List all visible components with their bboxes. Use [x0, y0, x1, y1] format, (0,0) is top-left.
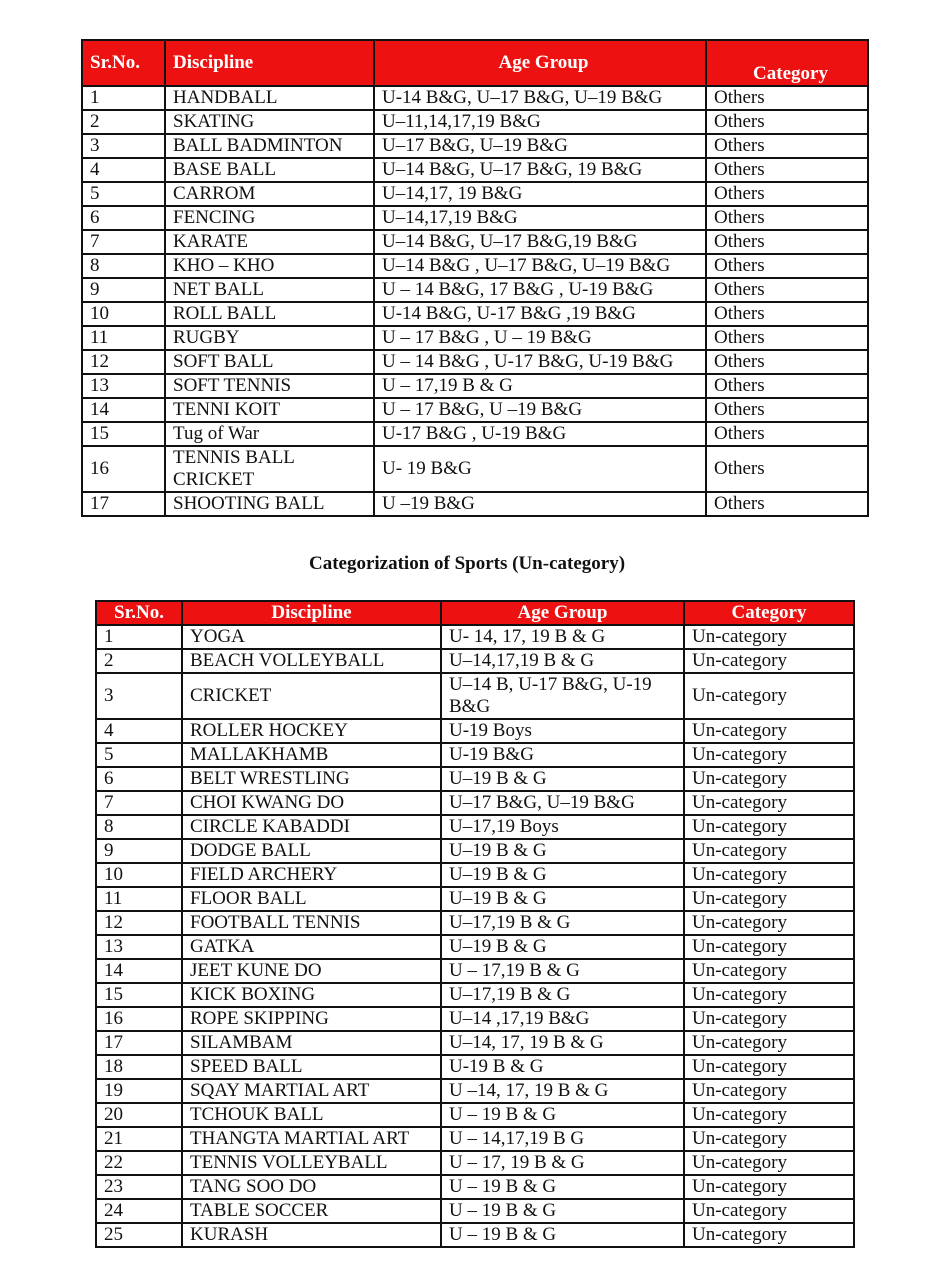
cell-category: Un-category — [684, 1007, 854, 1031]
cell-sr-no: 2 — [96, 649, 182, 673]
table-row — [82, 278, 868, 302]
table-row — [82, 110, 868, 134]
cell-sr-no: 14 — [82, 398, 165, 422]
cell-discipline: THANGTA MARTIAL ART — [182, 1127, 441, 1151]
cell-discipline: ROLL BALL — [165, 302, 374, 326]
cell-age-group: U–14 B, U-17 B&G, U-19 B&G — [441, 673, 684, 719]
cell-sr-no: 11 — [82, 326, 165, 350]
cell-discipline: ROPE SKIPPING — [182, 1007, 441, 1031]
cell-category: Others — [706, 134, 868, 158]
cell-sr-no: 22 — [96, 1151, 182, 1175]
cell-sr-no: 7 — [82, 230, 165, 254]
cell-sr-no: 8 — [82, 254, 165, 278]
cell-discipline: SHOOTING BALL — [165, 492, 374, 516]
cell-sr-no: 4 — [82, 158, 165, 182]
cell-age-group: U-14 B&G, U–17 B&G, U–19 B&G — [374, 86, 706, 110]
cell-category: Others — [706, 422, 868, 446]
cell-sr-no: 5 — [82, 182, 165, 206]
cell-age-group: U–14 ,17,19 B&G — [441, 1007, 684, 1031]
cell-discipline: Tug of War — [165, 422, 374, 446]
cell-sr-no: 21 — [96, 1127, 182, 1151]
cell-age-group: U–14,17,19 B&G — [374, 206, 706, 230]
cell-category: Others — [706, 158, 868, 182]
table-row — [96, 839, 854, 863]
cell-sr-no: 12 — [82, 350, 165, 374]
cell-category: Un-category — [684, 1031, 854, 1055]
cell-discipline: MALLAKHAMB — [182, 743, 441, 767]
cell-sr-no: 7 — [96, 791, 182, 815]
cell-category: Others — [706, 86, 868, 110]
cell-sr-no: 10 — [82, 302, 165, 326]
cell-category: Others — [706, 446, 868, 492]
header-age-group: Age Group — [441, 601, 684, 625]
table-row — [96, 719, 854, 743]
cell-category: Un-category — [684, 1079, 854, 1103]
cell-age-group: U – 17,19 B & G — [441, 959, 684, 983]
cell-discipline: SPEED BALL — [182, 1055, 441, 1079]
table-row — [96, 673, 854, 719]
cell-sr-no: 3 — [96, 673, 182, 719]
cell-sr-no: 17 — [82, 492, 165, 516]
cell-discipline: CIRCLE KABADDI — [182, 815, 441, 839]
cell-category: Un-category — [684, 1199, 854, 1223]
cell-category: Un-category — [684, 625, 854, 649]
cell-sr-no: 15 — [82, 422, 165, 446]
table-row — [82, 158, 868, 182]
table-row — [82, 398, 868, 422]
cell-category: Others — [706, 254, 868, 278]
cell-age-group: U – 17 B&G, U –19 B&G — [374, 398, 706, 422]
cell-discipline: TCHOUK BALL — [182, 1103, 441, 1127]
cell-age-group: U – 19 B & G — [441, 1199, 684, 1223]
cell-category: Others — [706, 182, 868, 206]
table-row — [96, 911, 854, 935]
table-header-row — [82, 40, 868, 86]
cell-age-group: U–19 B & G — [441, 767, 684, 791]
cell-sr-no: 4 — [96, 719, 182, 743]
cell-discipline: FLOOR BALL — [182, 887, 441, 911]
cell-category: Un-category — [684, 1175, 854, 1199]
cell-category: Others — [706, 326, 868, 350]
cell-category: Un-category — [684, 767, 854, 791]
cell-age-group: U–17,19 B & G — [441, 983, 684, 1007]
cell-age-group: U–19 B & G — [441, 839, 684, 863]
table-row — [96, 935, 854, 959]
cell-category: Others — [706, 302, 868, 326]
cell-category: Others — [706, 230, 868, 254]
cell-sr-no: 1 — [82, 86, 165, 110]
cell-discipline: SQAY MARTIAL ART — [182, 1079, 441, 1103]
cell-age-group: U – 14 B&G, 17 B&G , U-19 B&G — [374, 278, 706, 302]
cell-age-group: U–14,17,19 B & G — [441, 649, 684, 673]
cell-sr-no: 5 — [96, 743, 182, 767]
cell-age-group: U – 19 B & G — [441, 1103, 684, 1127]
cell-category: Un-category — [684, 863, 854, 887]
table-row — [82, 254, 868, 278]
cell-discipline: CRICKET — [182, 673, 441, 719]
cell-age-group: U – 14 B&G , U-17 B&G, U-19 B&G — [374, 350, 706, 374]
cell-sr-no: 2 — [82, 110, 165, 134]
cell-category: Un-category — [684, 791, 854, 815]
cell-sr-no: 13 — [82, 374, 165, 398]
cell-discipline: JEET KUNE DO — [182, 959, 441, 983]
cell-discipline: BEACH VOLLEYBALL — [182, 649, 441, 673]
cell-discipline: DODGE BALL — [182, 839, 441, 863]
table-row — [96, 1031, 854, 1055]
cell-discipline: FENCING — [165, 206, 374, 230]
cell-discipline: SKATING — [165, 110, 374, 134]
cell-category: Un-category — [684, 1103, 854, 1127]
header-discipline: Discipline — [182, 601, 441, 625]
cell-sr-no: 6 — [82, 206, 165, 230]
cell-age-group: U–14 B&G, U–17 B&G, 19 B&G — [374, 158, 706, 182]
cell-discipline: YOGA — [182, 625, 441, 649]
cell-category: Un-category — [684, 839, 854, 863]
cell-sr-no: 24 — [96, 1199, 182, 1223]
cell-age-group: U-14 B&G, U-17 B&G ,19 B&G — [374, 302, 706, 326]
cell-discipline: BASE BALL — [165, 158, 374, 182]
cell-discipline: KURASH — [182, 1223, 441, 1247]
table-row — [96, 791, 854, 815]
cell-age-group: U – 17,19 B & G — [374, 374, 706, 398]
cell-age-group: U–17,19 B & G — [441, 911, 684, 935]
cell-category: Un-category — [684, 911, 854, 935]
table-row — [82, 182, 868, 206]
cell-discipline: SILAMBAM — [182, 1031, 441, 1055]
table-row — [82, 134, 868, 158]
table-row — [96, 1127, 854, 1151]
cell-category: Others — [706, 278, 868, 302]
cell-sr-no: 16 — [82, 446, 165, 492]
table-row — [96, 1103, 854, 1127]
table-row — [82, 326, 868, 350]
cell-age-group: U–17 B&G, U–19 B&G — [374, 134, 706, 158]
header-sr-no: Sr.No. — [96, 601, 182, 625]
cell-category: Others — [706, 350, 868, 374]
header-sr-no: Sr.No. — [82, 40, 165, 86]
cell-age-group: U –19 B&G — [374, 492, 706, 516]
cell-discipline: TABLE SOCCER — [182, 1199, 441, 1223]
cell-age-group: U – 19 B & G — [441, 1223, 684, 1247]
table-row — [82, 446, 868, 492]
cell-discipline: GATKA — [182, 935, 441, 959]
table-row — [82, 206, 868, 230]
header-category: Category — [684, 601, 854, 625]
cell-age-group: U – 14,17,19 B G — [441, 1127, 684, 1151]
cell-sr-no: 14 — [96, 959, 182, 983]
cell-sr-no: 15 — [96, 983, 182, 1007]
cell-sr-no: 12 — [96, 911, 182, 935]
table-row — [96, 625, 854, 649]
cell-age-group: U-19 Boys — [441, 719, 684, 743]
table-row — [96, 887, 854, 911]
cell-sr-no: 17 — [96, 1031, 182, 1055]
table-row — [96, 983, 854, 1007]
cell-age-group: U- 14, 17, 19 B & G — [441, 625, 684, 649]
cell-age-group: U-19 B & G — [441, 1055, 684, 1079]
cell-sr-no: 6 — [96, 767, 182, 791]
cell-category: Others — [706, 110, 868, 134]
table-row — [96, 649, 854, 673]
cell-age-group: U–17,19 Boys — [441, 815, 684, 839]
cell-category: Others — [706, 206, 868, 230]
cell-discipline: ROLLER HOCKEY — [182, 719, 441, 743]
cell-sr-no: 11 — [96, 887, 182, 911]
cell-discipline: KICK BOXING — [182, 983, 441, 1007]
cell-category: Un-category — [684, 1151, 854, 1175]
cell-discipline: TENNIS BALL CRICKET — [165, 446, 374, 492]
cell-discipline: TENNIS VOLLEYBALL — [182, 1151, 441, 1175]
cell-category: Un-category — [684, 719, 854, 743]
cell-discipline: KHO – KHO — [165, 254, 374, 278]
cell-sr-no: 16 — [96, 1007, 182, 1031]
cell-age-group: U-17 B&G , U-19 B&G — [374, 422, 706, 446]
others-sports-table — [81, 39, 869, 517]
cell-discipline: TENNI KOIT — [165, 398, 374, 422]
section-title: Categorization of Sports (Un-category) — [308, 553, 626, 574]
cell-age-group: U – 17 B&G , U – 19 B&G — [374, 326, 706, 350]
cell-discipline: CHOI KWANG DO — [182, 791, 441, 815]
cell-sr-no: 25 — [96, 1223, 182, 1247]
table-row — [96, 1175, 854, 1199]
cell-sr-no: 10 — [96, 863, 182, 887]
cell-discipline: BELT WRESTLING — [182, 767, 441, 791]
table-row — [82, 86, 868, 110]
cell-discipline: NET BALL — [165, 278, 374, 302]
cell-age-group: U–14 B&G, U–17 B&G,19 B&G — [374, 230, 706, 254]
table-row — [82, 374, 868, 398]
cell-category: Un-category — [684, 887, 854, 911]
table-row — [96, 1223, 854, 1247]
table-row — [96, 959, 854, 983]
table-row — [96, 743, 854, 767]
cell-category: Un-category — [684, 935, 854, 959]
table-row — [82, 422, 868, 446]
cell-category: Others — [706, 398, 868, 422]
cell-age-group: U –14, 17, 19 B & G — [441, 1079, 684, 1103]
table-row — [96, 863, 854, 887]
cell-discipline: FIELD ARCHERY — [182, 863, 441, 887]
header-discipline: Discipline — [165, 40, 374, 86]
cell-discipline: KARATE — [165, 230, 374, 254]
table-row — [82, 230, 868, 254]
table-row — [82, 302, 868, 326]
cell-sr-no: 13 — [96, 935, 182, 959]
cell-category: Un-category — [684, 1055, 854, 1079]
header-category: Category — [706, 40, 868, 86]
cell-sr-no: 19 — [96, 1079, 182, 1103]
cell-category: Un-category — [684, 983, 854, 1007]
cell-sr-no: 23 — [96, 1175, 182, 1199]
cell-sr-no: 20 — [96, 1103, 182, 1127]
cell-age-group: U–17 B&G, U–19 B&G — [441, 791, 684, 815]
cell-age-group: U – 17, 19 B & G — [441, 1151, 684, 1175]
cell-category: Un-category — [684, 959, 854, 983]
cell-sr-no: 18 — [96, 1055, 182, 1079]
cell-age-group: U–14,17, 19 B&G — [374, 182, 706, 206]
cell-discipline: TANG SOO DO — [182, 1175, 441, 1199]
header-age-group: Age Group — [374, 40, 706, 86]
cell-discipline: CARROM — [165, 182, 374, 206]
cell-discipline: RUGBY — [165, 326, 374, 350]
table-row — [96, 1007, 854, 1031]
cell-age-group: U- 19 B&G — [374, 446, 706, 492]
cell-age-group: U – 19 B & G — [441, 1175, 684, 1199]
cell-category: Un-category — [684, 1127, 854, 1151]
table-body — [82, 86, 868, 516]
cell-category: Un-category — [684, 1223, 854, 1247]
cell-age-group: U–19 B & G — [441, 887, 684, 911]
cell-sr-no: 9 — [82, 278, 165, 302]
cell-discipline: FOOTBALL TENNIS — [182, 911, 441, 935]
cell-sr-no: 8 — [96, 815, 182, 839]
table-row — [82, 492, 868, 516]
table-row — [96, 1055, 854, 1079]
table-row — [96, 767, 854, 791]
cell-sr-no: 9 — [96, 839, 182, 863]
table-body — [96, 625, 854, 1247]
cell-category: Un-category — [684, 673, 854, 719]
table-row — [82, 350, 868, 374]
cell-age-group: U-19 B&G — [441, 743, 684, 767]
uncategory-sports-table — [95, 600, 855, 1248]
cell-age-group: U–19 B & G — [441, 863, 684, 887]
cell-age-group: U–14 B&G , U–17 B&G, U–19 B&G — [374, 254, 706, 278]
cell-discipline: SOFT TENNIS — [165, 374, 374, 398]
cell-discipline: SOFT BALL — [165, 350, 374, 374]
cell-age-group: U–11,14,17,19 B&G — [374, 110, 706, 134]
cell-category: Others — [706, 374, 868, 398]
cell-category: Un-category — [684, 649, 854, 673]
cell-sr-no: 1 — [96, 625, 182, 649]
table-row — [96, 1199, 854, 1223]
cell-category: Un-category — [684, 815, 854, 839]
table-header-row — [96, 601, 854, 625]
table-row — [96, 1079, 854, 1103]
cell-age-group: U–14, 17, 19 B & G — [441, 1031, 684, 1055]
table-row — [96, 1151, 854, 1175]
cell-age-group: U–19 B & G — [441, 935, 684, 959]
cell-discipline: HANDBALL — [165, 86, 374, 110]
cell-category: Un-category — [684, 743, 854, 767]
cell-discipline: BALL BADMINTON — [165, 134, 374, 158]
cell-sr-no: 3 — [82, 134, 165, 158]
cell-category: Others — [706, 492, 868, 516]
table-row — [96, 815, 854, 839]
